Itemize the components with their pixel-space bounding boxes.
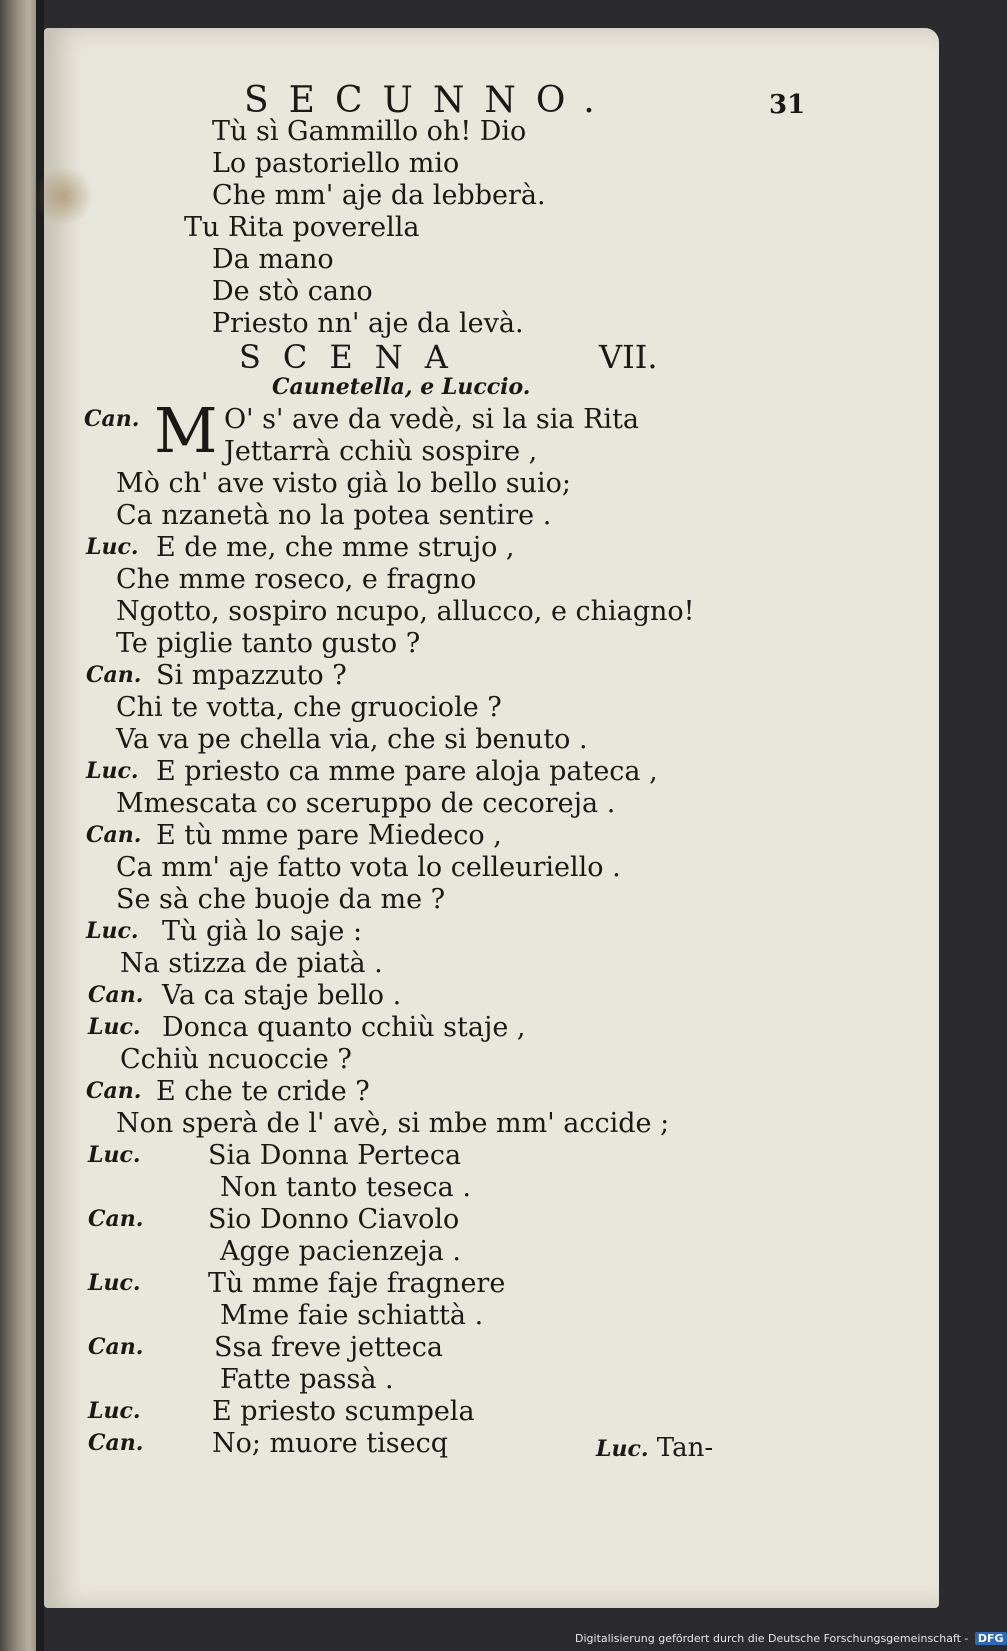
dialogue-line: Cchiù ncuoccie ?	[120, 1044, 352, 1075]
duet-line: Sio Donno Ciavolo	[208, 1204, 460, 1235]
book-spine	[36, 0, 44, 1651]
credit-text: Digitalisierung gefördert durch die Deutsche Forschungsgemeinschaft -	[575, 1632, 969, 1645]
catchword	[596, 1433, 713, 1463]
speaker-label: Luc.	[86, 758, 139, 784]
dialogue-line: Donca quanto cchiù staje ,	[162, 1012, 526, 1043]
dialogue-line: E tù mme pare Miedeco ,	[156, 820, 502, 851]
duet-line: E priesto scumpela	[212, 1396, 475, 1427]
duet-line: No; muore tisecq	[212, 1428, 448, 1459]
verse-line: Tu Rita poverella	[184, 212, 420, 243]
book-page	[44, 28, 939, 1608]
speaker-label: Luc.	[86, 534, 139, 560]
dialogue-line: Si mpazzuto ?	[156, 660, 347, 691]
running-header: SECUNNO.	[244, 80, 615, 121]
dialogue-line: Jettarrà cchiù sospire ,	[224, 436, 538, 467]
scene-characters: Caunetella, e Luccio.	[272, 374, 531, 400]
dialogue-line: Va ca staje bello .	[162, 980, 402, 1011]
dialogue-line: Na stizza de piatà .	[120, 948, 383, 979]
speaker-label: Luc.	[86, 918, 139, 944]
speaker-label: Can.	[86, 1078, 142, 1104]
speaker-label: Can.	[88, 1334, 144, 1360]
dialogue-line: Chi te votta, che gruociole ?	[116, 692, 502, 723]
duet-line: Mme faie schiattà .	[220, 1300, 484, 1331]
duet-line: Agge pacienzeja .	[220, 1236, 461, 1267]
duet-line: Non tanto teseca .	[220, 1172, 471, 1203]
dialogue-line: Se sà che buoje da me ?	[116, 884, 446, 915]
catchword-text: Tan-	[656, 1433, 714, 1463]
verse-line: De stò cano	[212, 276, 373, 307]
speaker-label: Can.	[86, 822, 142, 848]
dialogue-line: Ca mm' aje fatto vota lo celleuriello .	[116, 852, 621, 883]
duet-line: Fatte passà .	[220, 1364, 394, 1395]
verse-line: Lo pastoriello mio	[212, 148, 460, 179]
speaker-label: Can.	[86, 662, 142, 688]
duet-line: Sia Donna Perteca	[208, 1140, 462, 1171]
dialogue-line: Non sperà de l' avè, si mbe mm' accide ;	[116, 1108, 670, 1139]
dialogue-line: E priesto ca mme pare aloja pateca ,	[156, 756, 658, 787]
verse-line: Che mm' aje da lebberà.	[212, 180, 546, 211]
dialogue-line: Ngotto, sospiro ncupo, allucco, e chiagno!	[116, 596, 695, 627]
dialogue-line: O' s' ave da vedè, si la sia Rita	[224, 404, 640, 435]
dialogue-line: E che te cride ?	[156, 1076, 370, 1107]
dialogue-line: Te piglie tanto gusto ?	[116, 628, 421, 659]
speaker-label: Luc.	[88, 1142, 141, 1168]
page-number: 31	[769, 90, 806, 120]
dfg-logo: DFG	[975, 1632, 1007, 1645]
dialogue-line: Mò ch' ave visto già lo bello suio;	[116, 468, 572, 499]
scene-title: SCENA	[239, 338, 470, 376]
speaker-label: Can.	[88, 1430, 144, 1456]
catchword-speaker: Luc.	[596, 1436, 649, 1462]
scene-number: VII.	[599, 338, 658, 376]
dialogue-line: Tù già lo saje :	[162, 916, 363, 947]
speaker-label: Luc.	[88, 1398, 141, 1424]
speaker-label: Luc.	[88, 1270, 141, 1296]
paper-stain	[34, 166, 94, 226]
duet-line: Tù mme faje fragnere	[208, 1268, 506, 1299]
verse-line: Priesto nn' aje da levà.	[212, 308, 524, 339]
verse-line: Da mano	[212, 244, 334, 275]
digitization-credit	[575, 1632, 1007, 1645]
dialogue-line: Mmescata co sceruppo de cecoreja .	[116, 788, 616, 819]
verse-line: Tù sì Gammillo oh! Dio	[212, 116, 527, 147]
dialogue-line: Che mme roseco, e fragno	[116, 564, 477, 595]
speaker-label: Can.	[88, 1206, 144, 1232]
speaker-label: Luc.	[88, 1014, 141, 1040]
speaker-label: Can.	[84, 406, 140, 432]
dialogue-line: E de me, che mme strujo ,	[156, 532, 515, 563]
duet-line: Ssa freve jetteca	[214, 1332, 443, 1363]
dialogue-line: Ca nzanetà no la potea sentire .	[116, 500, 552, 531]
speaker-label: Can.	[88, 982, 144, 1008]
dialogue-line: Va va pe chella via, che si benuto .	[116, 724, 588, 755]
drop-capital: M	[154, 394, 218, 467]
